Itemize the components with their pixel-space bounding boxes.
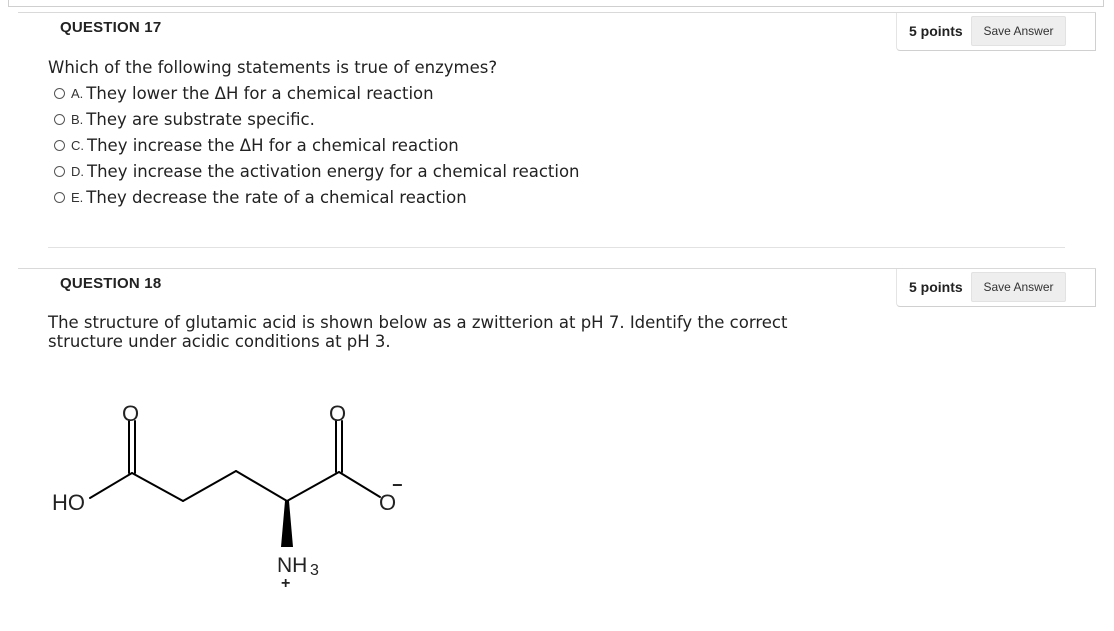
radio-button[interactable] (54, 166, 65, 177)
bond-c3-c4 (236, 471, 287, 501)
points-label: 5 points (909, 279, 963, 295)
wedge-bond-c4-n (281, 501, 293, 547)
bond-c5-o-minus (339, 472, 380, 497)
option-letter: A. (71, 85, 84, 101)
answer-option-c[interactable] (54, 134, 459, 156)
question-title: QUESTION 18 (60, 275, 162, 292)
minus-charge: − (392, 475, 403, 495)
nh3-label: NH (277, 554, 308, 577)
o-left-label: O (122, 401, 140, 426)
top-frame (8, 0, 1104, 7)
option-text: They lower the ΔH for a chemical reaction (86, 83, 434, 103)
bond-c2-c3 (183, 471, 236, 501)
save-answer-button[interactable]: Save Answer (971, 272, 1066, 302)
question-text: Which of the following statements is true of enzymes? (48, 58, 498, 77)
answer-option-a[interactable] (54, 82, 434, 104)
section-divider (48, 247, 1065, 248)
radio-button[interactable] (54, 140, 65, 151)
option-letter: C. (71, 137, 84, 153)
option-text: They increase the ΔH for a chemical reaction (87, 135, 459, 155)
answer-option-e[interactable] (54, 186, 467, 208)
o-right-label: O (329, 401, 347, 426)
radio-button[interactable] (54, 88, 65, 99)
nh3-subscript: 3 (310, 562, 319, 579)
points-label: 5 points (909, 23, 963, 39)
question-title: QUESTION 17 (60, 19, 162, 36)
bond-c1-c2 (132, 473, 183, 501)
question-text-line-2: structure under acidic conditions at pH 3. (48, 332, 391, 351)
points-box (896, 13, 1096, 51)
points-box (896, 269, 1096, 307)
option-text: They are substrate specific. (86, 109, 315, 129)
option-text: They decrease the rate of a chemical reaction (86, 187, 467, 207)
bond-c4-c5 (287, 472, 339, 501)
answer-option-b[interactable] (54, 108, 315, 130)
save-answer-button[interactable]: Save Answer (971, 16, 1066, 46)
ho-label: HO (52, 490, 85, 515)
glutamic-acid-structure (40, 395, 440, 595)
o-minus-label: O (379, 490, 397, 515)
plus-charge: + (281, 575, 291, 592)
option-letter: E. (71, 189, 84, 205)
bond-ho-c1 (90, 473, 132, 498)
radio-button[interactable] (54, 192, 65, 203)
option-letter: D. (71, 163, 84, 179)
question-18-header (18, 268, 1096, 313)
question-text-line-1: The structure of glutamic acid is shown below as a zwitterion at pH 7. Identify the correct (48, 313, 788, 332)
option-letter: B. (71, 111, 84, 127)
question-17-header (18, 12, 1096, 57)
answer-option-d[interactable] (54, 160, 580, 182)
radio-button[interactable] (54, 114, 65, 125)
option-text: They increase the activation energy for a chemical reaction (87, 161, 580, 181)
